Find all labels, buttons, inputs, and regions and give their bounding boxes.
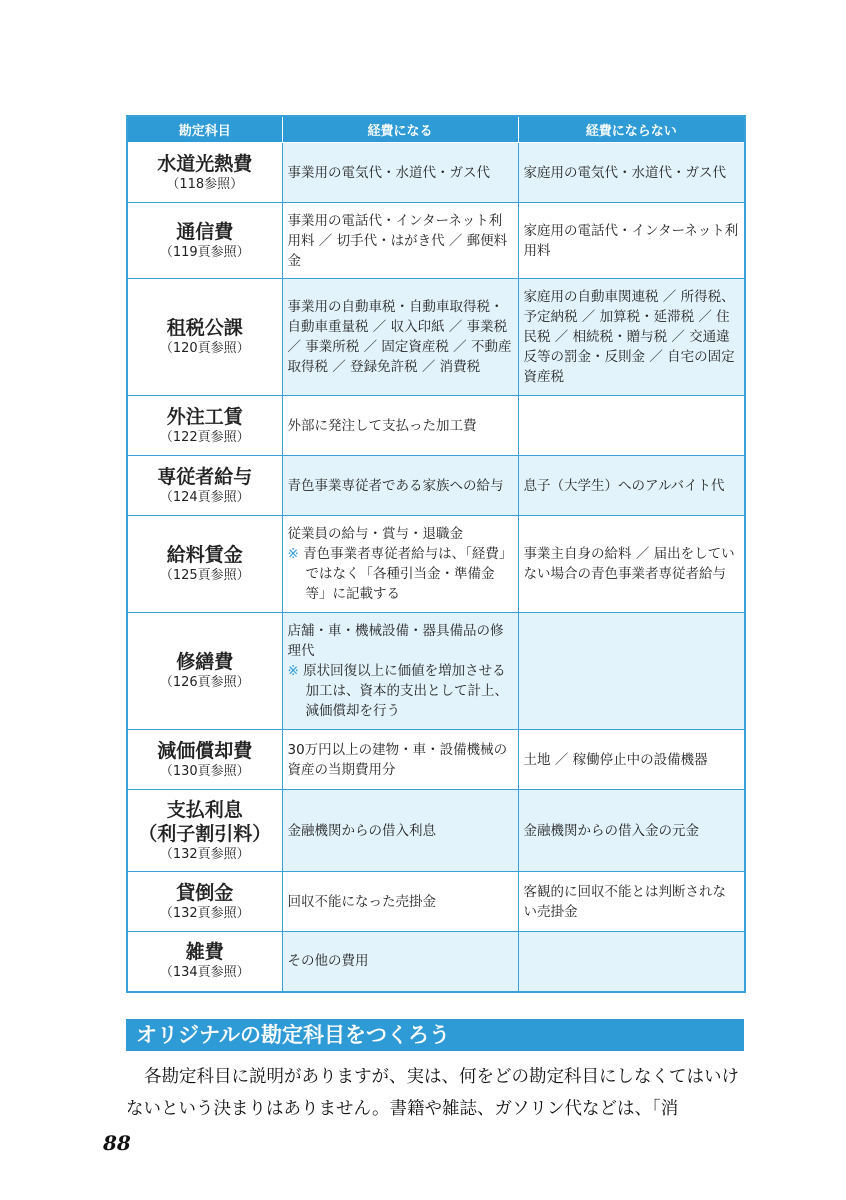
account-cell: [127, 872, 282, 932]
deductible-cell: [282, 613, 518, 730]
account-cell: [127, 790, 282, 872]
account-name: 支払利息: [166, 798, 243, 821]
account-cell: [127, 613, 282, 730]
account-cell: [127, 932, 282, 992]
account-ref: （125頁参照）: [159, 568, 250, 583]
body-paragraph: 各勘定科目に説明がありますが、実は、何をどの勘定科目にしなくてはいけないという決まりはありません。書籍や雑誌、ガソリン代などは、「消: [126, 1067, 739, 1119]
header-deductible: 経費になる: [282, 116, 518, 143]
table-row: [127, 279, 745, 396]
table-row: [127, 790, 745, 872]
non-deductible-cell: 土地 ／ 稼働停止中の設備機器: [518, 730, 745, 790]
table-row: [127, 730, 745, 790]
non-deductible-cell: 家庭用の電気代・水道代・ガス代: [518, 143, 745, 203]
account-cell: [127, 203, 282, 279]
non-deductible-cell: 事業主自身の給料 ／ 届出をしていない場合の青色事業者専従者給与: [518, 516, 745, 613]
deductible-cell: 回収不能になった売掛金: [282, 872, 518, 932]
header-account: 勘定科目: [127, 116, 282, 143]
account-ref: （118参照）: [166, 176, 244, 192]
non-deductible-cell: [518, 613, 745, 730]
account-name: 貸倒金: [176, 881, 234, 904]
account-ref: （124頁参照）: [159, 489, 250, 505]
account-cell: [127, 456, 282, 516]
deductible-cell: 事業用の電気代・水道代・ガス代: [282, 143, 518, 203]
non-deductible-cell: 息子（大学生）へのアルバイト代: [518, 456, 745, 516]
deductible-text: 店舗・車・機械設備・器具備品の修理代: [287, 623, 504, 659]
account-ref: （130頁参照）: [159, 763, 250, 779]
deductible-cell: 外部に発注して支払った加工費: [282, 396, 518, 456]
expense-table: [126, 115, 746, 993]
table-row: [127, 516, 745, 613]
account-name: 水道光熱費: [157, 152, 253, 175]
account-name: 雑費: [185, 941, 224, 964]
table-row: [127, 143, 745, 203]
deductible-cell: 事業用の電話代・インターネット利用料 ／ 切手代・はがき代 ／ 郵便料金: [282, 203, 518, 279]
non-deductible-cell: 金融機関からの借入金の元金: [518, 790, 745, 872]
section-heading: オリジナルの勘定科目をつくろう: [126, 1019, 744, 1051]
deductible-cell: 金融機関からの借入利息: [282, 790, 518, 872]
table-row: [127, 932, 745, 992]
table-row: [127, 203, 745, 279]
account-cell: [127, 730, 282, 790]
table-row: [127, 396, 745, 456]
account-name: 修繕費: [176, 651, 234, 673]
non-deductible-cell: [518, 396, 745, 456]
non-deductible-cell: 家庭用の自動車関連税 ／ 所得税、予定納税 ／ 加算税・延滞税 ／ 住民税 ／ 相続税・贈与税 ／ 交通違反等の罰金・反則金 ／ 自宅の固定資産税: [518, 279, 745, 396]
account-ref: （119頁参照）: [159, 244, 250, 260]
account-name: 租税公課: [166, 317, 243, 339]
account-name-sub: （利子割引料）: [138, 822, 272, 845]
account-name: 通信費: [176, 220, 234, 243]
account-name: 減価償却費: [157, 739, 253, 762]
deductible-note: ※ 青色事業者専従者給与は、「経費」ではなく「各種引当金・準備金等」に記載する: [287, 546, 513, 602]
account-name: 専従者給与: [157, 465, 253, 488]
account-cell: [127, 516, 282, 613]
account-ref: （120頁参照）: [159, 341, 250, 356]
deductible-cell: 事業用の自動車税・自動車取得税・自動車重量税 ／ 収入印紙 ／ 事業税 ／ 事業所税 ／ 固定資産税 ／ 不動産取得税 ／ 登録免許税 ／ 消費税: [282, 279, 518, 396]
deductible-cell: 青色事業専従者である家族への給与: [282, 456, 518, 516]
account-ref: （134頁参照）: [159, 965, 250, 981]
non-deductible-cell: 客観的に回収不能とは判断されない売掛金: [518, 872, 745, 932]
deductible-note: ※ 原状回復以上に価値を増加させる加工は、資本的支出として計上、減価償却を行う: [287, 663, 508, 719]
non-deductible-cell: [518, 932, 745, 992]
account-ref: （132頁参照）: [159, 905, 250, 921]
account-cell: [127, 279, 282, 396]
table-header-row: [127, 116, 745, 143]
deductible-cell: その他の費用: [282, 932, 518, 992]
account-cell: [127, 396, 282, 456]
account-cell: [127, 143, 282, 203]
account-name: 給料賃金: [166, 544, 243, 566]
account-ref: （126頁参照）: [159, 675, 250, 690]
deductible-cell: [282, 516, 518, 613]
account-ref: （122頁参照）: [159, 429, 250, 445]
table-row: [127, 456, 745, 516]
non-deductible-cell: 家庭用の電話代・インターネット利用料: [518, 203, 745, 279]
deductible-text: 従業員の給与・賞与・退職金: [287, 526, 463, 542]
account-ref: （132頁参照）: [159, 846, 250, 862]
page-number: 88: [103, 1131, 131, 1155]
header-non-deductible: 経費にならない: [518, 116, 745, 143]
account-name: 外注工賃: [166, 405, 243, 428]
table-row: [127, 872, 745, 932]
table-row: [127, 613, 745, 730]
deductible-cell: 30万円以上の建物・車・設備機械の資産の当期費用分: [282, 730, 518, 790]
